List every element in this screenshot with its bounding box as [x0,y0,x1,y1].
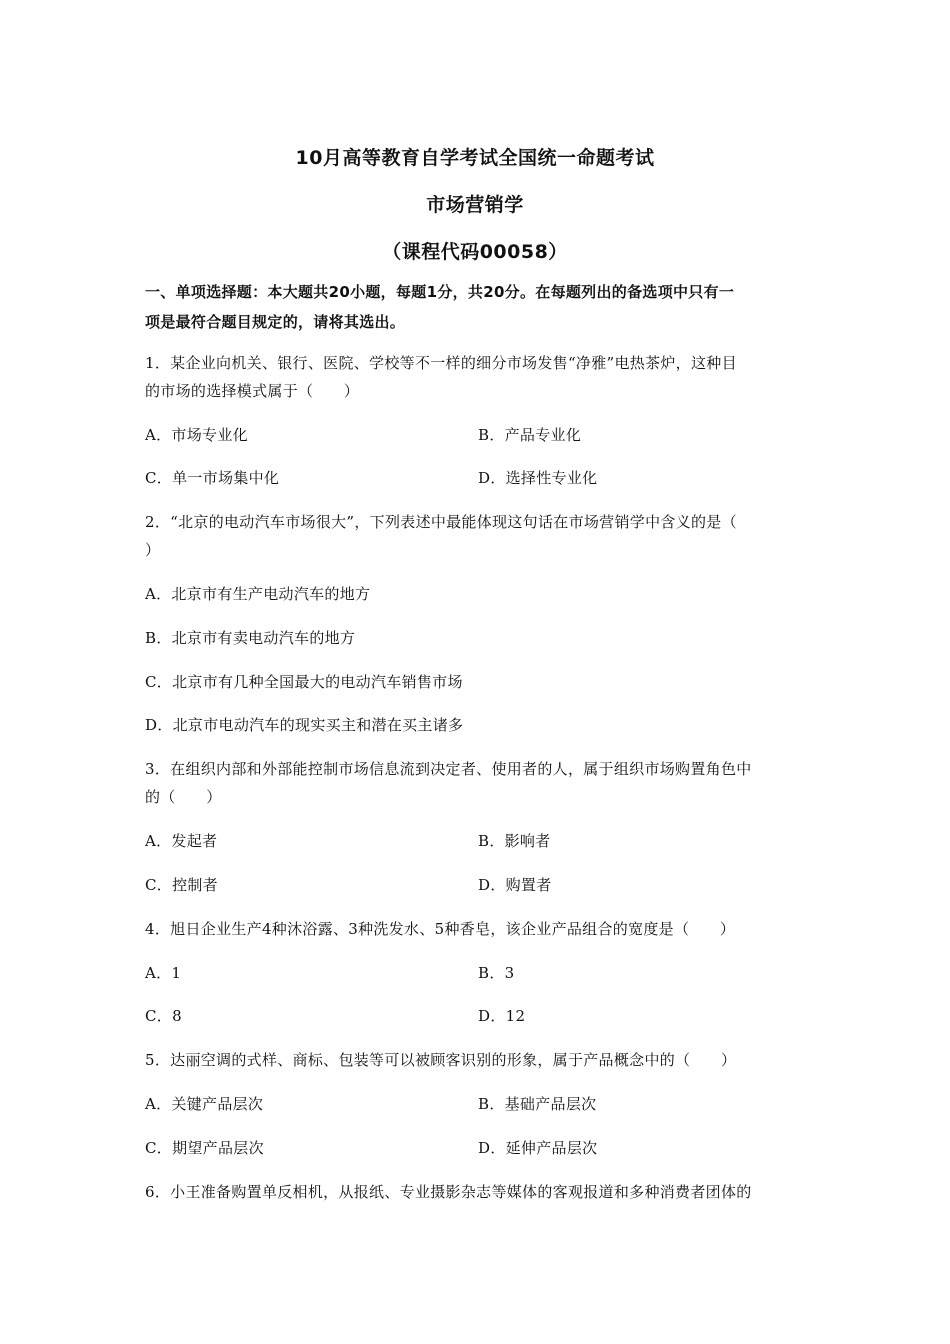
question-3-option-a: A．发起者 [145,832,218,850]
question-1-option-b: B．产品专业化 [478,426,582,444]
section-instructions-line1: 一、单项选择题：本大题共20小题，每题1分，共20分。在每题列出的备选项中只有一 [145,283,735,301]
question-2-option-d: D．北京市电动汽车的现实买主和潜在买主诸多 [145,716,464,734]
exam-title: 10月高等教育自学考试全国统一命题考试 [295,147,655,169]
question-5-option-b: B．基础产品层次 [478,1095,597,1113]
question-2-option-a: A．北京市有生产电动汽车的地方 [145,585,371,603]
question-5-stem-line1: 5．达丽空调的式样、商标、包装等可以被顾客识别的形象，属于产品概念中的（ ） [145,1051,737,1069]
question-3-option-d: D．购置者 [478,876,552,894]
question-5-option-c: C．期望产品层次 [145,1139,264,1157]
question-2-option-b: B．北京市有卖电动汽车的地方 [145,629,356,647]
question-2-stem-line2: ） [145,541,161,559]
subject-title: 市场营销学 [426,194,524,216]
question-1-stem-line1: 1．某企业向机关、银行、医院、学校等不一样的细分市场发售“净雅”电热茶炉，这种目 [145,354,737,372]
question-4-stem-line1: 4．旭日企业生产4种沐浴露、3种洗发水、5种香皂，该企业产品组合的宽度是（ ） [145,920,736,938]
question-2-option-c: C．北京市有几种全国最大的电动汽车销售市场 [145,673,463,691]
question-6-stem-line1: 6．小王准备购置单反相机，从报纸、专业摄影杂志等媒体的客观报道和多种消费者团体的 [145,1183,752,1201]
question-3-stem-line1: 3．在组织内部和外部能控制市场信息流到决定者、使用者的人，属于组织市场购置角色中 [145,760,752,778]
question-4-option-a: A．1 [145,964,182,982]
question-4-option-d: D．12 [478,1007,526,1025]
question-1-stem-line2: 的市场的选择模式属于（ ） [145,382,360,400]
question-5-option-a: A．关键产品层次 [145,1095,264,1113]
section-instructions-line2: 项是最符合题目规定的，请将其选出。 [145,313,406,331]
question-4-option-c: C．8 [145,1007,182,1025]
question-1-option-a: A．市场专业化 [145,426,248,444]
question-4-option-b: B．3 [478,964,515,982]
question-3-stem-line2: 的（ ） [145,788,222,806]
question-3-option-c: C．控制者 [145,876,218,894]
question-5-option-d: D．延伸产品层次 [478,1139,598,1157]
question-1-option-c: C．单一市场集中化 [145,469,280,487]
question-2-stem-line1: 2．“北京的电动汽车市场很大”，下列表述中最能体现这句话在市场营销学中含义的是（ [145,513,737,531]
course-code: （课程代码00058） [382,241,568,263]
question-1-option-d: D．选择性专业化 [478,469,598,487]
question-3-option-b: B．影响者 [478,832,551,850]
